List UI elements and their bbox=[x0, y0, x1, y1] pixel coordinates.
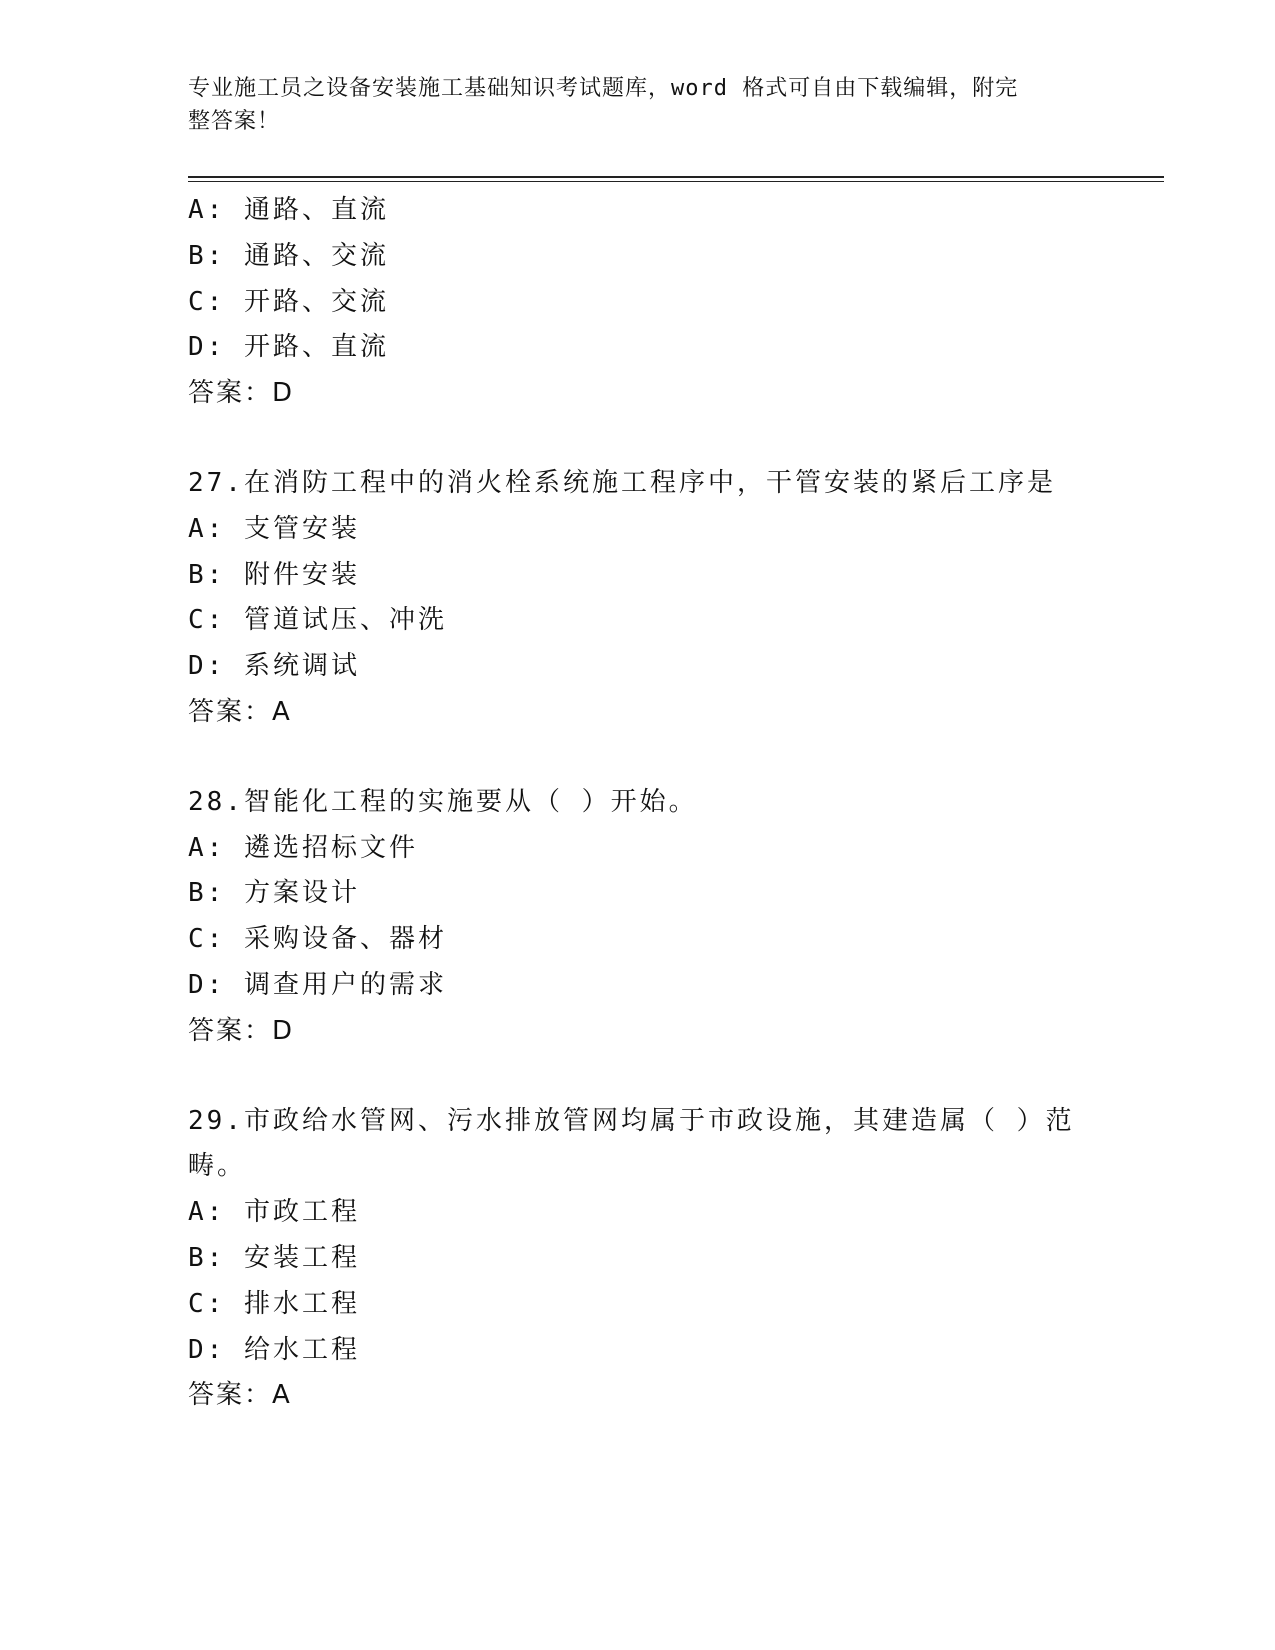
q27-option-b: B: 附件安装 bbox=[188, 559, 360, 590]
question-list bbox=[188, 188, 1148, 1419]
question-27-block bbox=[188, 461, 1148, 736]
question-spacer bbox=[188, 736, 1148, 780]
q26-option-c: C: 开路、交流 bbox=[188, 286, 389, 317]
question-spacer bbox=[188, 1055, 1148, 1099]
q26-option-b: B: 通路、交流 bbox=[188, 240, 389, 271]
q26-option-d: D: 开路、直流 bbox=[188, 332, 389, 363]
header-line-1: 专业施工员之设备安装施工基础知识考试题库，word 格式可自由下载编辑，附完 bbox=[188, 76, 1019, 101]
q28-option-a: A: 遴选招标文件 bbox=[188, 832, 418, 863]
q27-option-d: D: 系统调试 bbox=[188, 651, 360, 682]
q29-option-c: C: 排水工程 bbox=[188, 1288, 360, 1319]
header-divider-thin bbox=[188, 181, 1164, 182]
q29-answer: 答案：A bbox=[188, 1380, 292, 1411]
q28-option-b: B: 方案设计 bbox=[188, 878, 360, 909]
q27-answer: 答案：A bbox=[188, 696, 292, 727]
q29-option-d: D: 给水工程 bbox=[188, 1334, 360, 1365]
question-28-block bbox=[188, 780, 1148, 1055]
document-header bbox=[188, 72, 1088, 138]
header-line-2: 整答案！ bbox=[188, 109, 281, 134]
q27-option-a: A: 支管安装 bbox=[188, 513, 360, 544]
question-spacer bbox=[188, 417, 1148, 461]
q26-option-a: A: 通路、直流 bbox=[188, 195, 389, 225]
header-divider-thick bbox=[188, 176, 1164, 178]
q29-stem-line-2: 畴。 bbox=[188, 1151, 247, 1182]
q28-option-c: C: 采购设备、器材 bbox=[188, 924, 447, 955]
q29-stem-line-1: 29.市政给水管网、污水排放管网均属于市政设施，其建造属（ ）范 bbox=[188, 1105, 1075, 1136]
q27-option-c: C: 管道试压、冲洗 bbox=[188, 605, 447, 636]
q29-option-a: A: 市政工程 bbox=[188, 1197, 360, 1228]
q28-option-d: D: 调查用户的需求 bbox=[188, 969, 447, 1000]
q28-answer: 答案：D bbox=[188, 1015, 295, 1046]
q26-answer: 答案：D bbox=[188, 378, 295, 409]
q29-option-b: B: 安装工程 bbox=[188, 1242, 360, 1273]
q27-stem: 27.在消防工程中的消火栓系统施工程序中，干管安装的紧后工序是 bbox=[188, 467, 1056, 498]
question-26-block bbox=[188, 188, 1148, 417]
question-29-block bbox=[188, 1099, 1148, 1420]
q28-stem: 28.智能化工程的实施要从（ ）开始。 bbox=[188, 786, 698, 817]
